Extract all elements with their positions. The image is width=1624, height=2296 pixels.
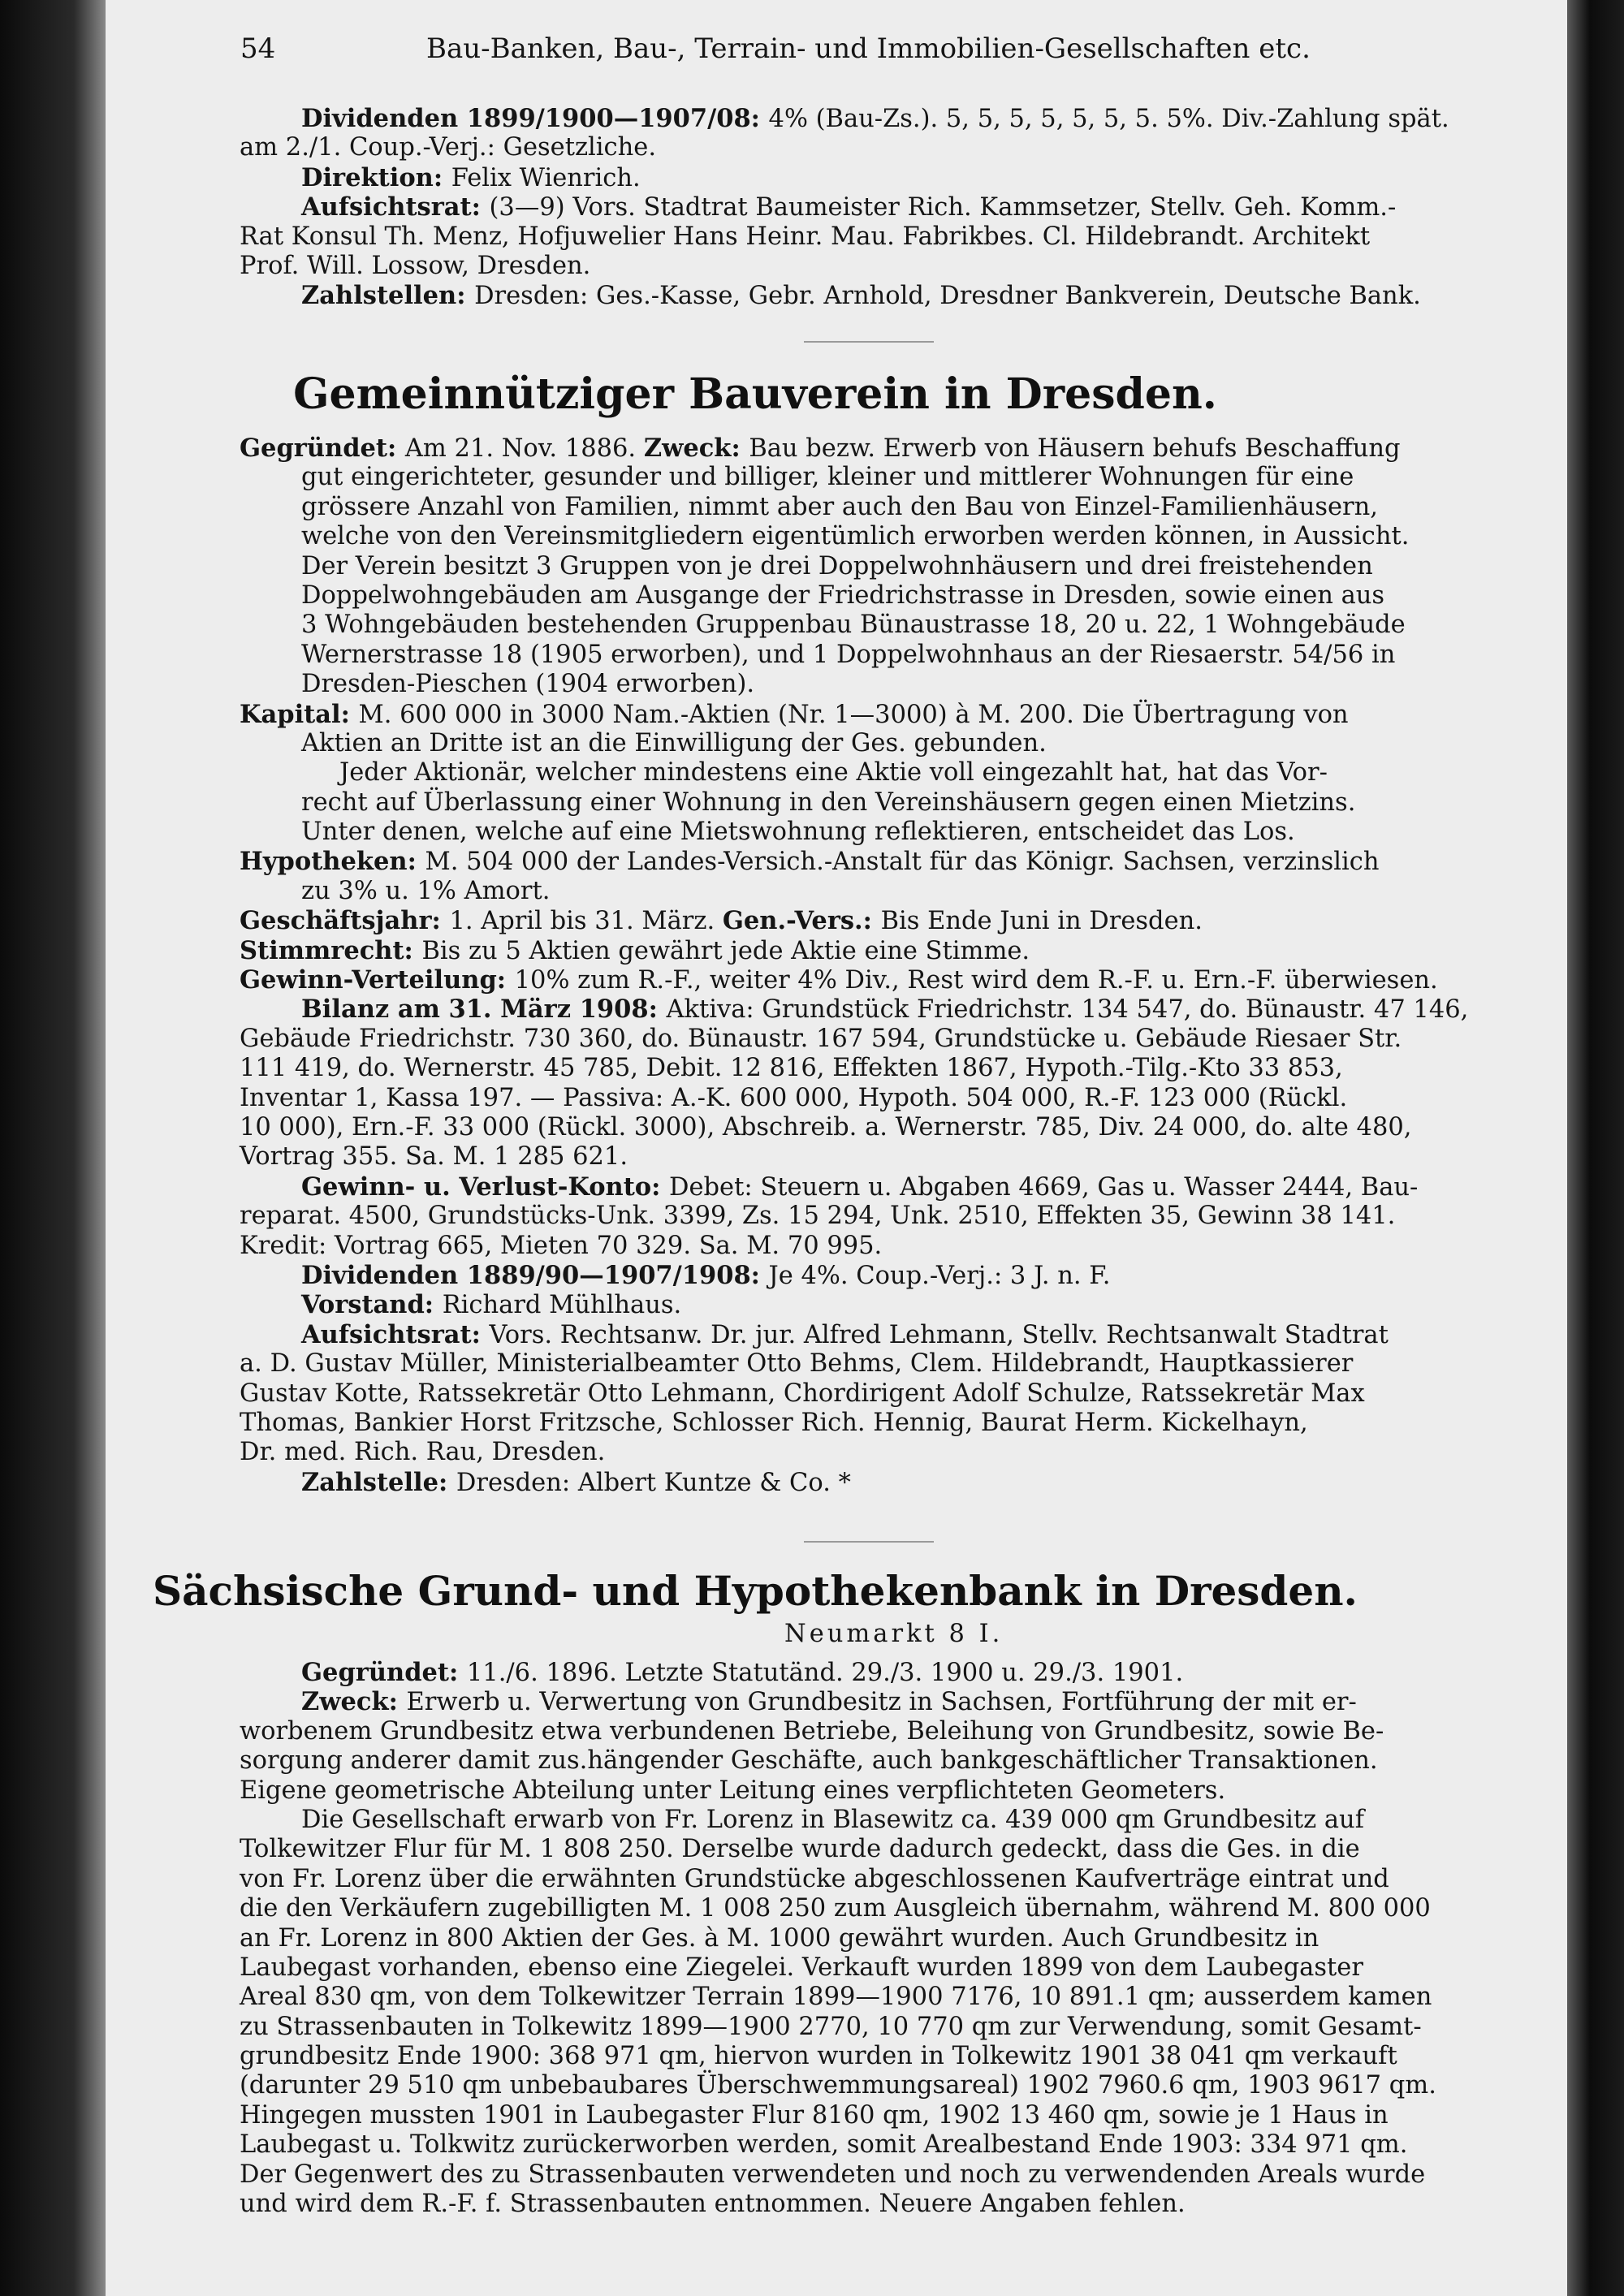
field-text: Kredit: Vortrag 665, Mieten 70 329. Sa. M. 70 995. <box>240 1231 883 1260</box>
field-text: M. 504 000 der Landes-Versich.-Anstalt für das Königr. Sachsen, verzinslich <box>425 848 1380 877</box>
text-line <box>240 1894 1436 1923</box>
text-line <box>240 788 1468 818</box>
text-line <box>240 1409 1468 1438</box>
company-address: Neumarkt 8 I. <box>784 1620 1004 1648</box>
text-line <box>240 2042 1436 2071</box>
text-line <box>240 1658 1436 1687</box>
text-line <box>240 1746 1436 1776</box>
field-label: Kapital: <box>240 699 359 729</box>
field-text: Bau bezw. Erwerb von Häusern behufs Beschaffung <box>749 434 1401 463</box>
text-line <box>240 995 1468 1024</box>
company-title: Sächsische Grund- und Hypothekenbank in Dresden. <box>153 1567 1358 1615</box>
text-line <box>240 1232 1468 1261</box>
text-line <box>240 2071 1436 2100</box>
field-text: 10 000), Ern.-F. 33 000 (Rückl. 3000), Abschreib. a. Wernerstr. 785, Div. 24 000, do. alte 480, <box>240 1112 1412 1142</box>
text-line <box>240 1776 1436 1806</box>
text-line <box>240 552 1468 581</box>
text-line <box>240 581 1468 611</box>
field-label: Zweck: <box>643 434 749 463</box>
text-line <box>240 1261 1468 1290</box>
text-line <box>240 2130 1436 2160</box>
text-line <box>240 192 1449 222</box>
text-line <box>240 2190 1436 2219</box>
field-text: grössere Anzahl von Familien, nimmt aber auch den Bau von Einzel-Familienhäusern, <box>301 492 1378 521</box>
field-text: Der Gegenwert des zu Strassenbauten verwendeten und noch zu verwendenden Areals wurde <box>240 2160 1426 2189</box>
field-label: Dividenden 1889/90—1907/1908: <box>301 1260 769 1290</box>
text-line <box>240 906 1468 935</box>
text-line <box>240 463 1468 492</box>
field-label: Aufsichtsrat: <box>301 192 490 222</box>
field-text: grundbesitz Ende 1900: 368 971 qm, hiervon wurden in Tolkewitz 1901 38 041 qm verkauft <box>240 2042 1397 2071</box>
field-text: Areal 830 qm, von dem Tolkewitzer Terrain 1899—1900 7176, 10 891.1 qm; ausserdem kamen <box>240 1983 1432 2012</box>
text-line <box>240 1953 1436 1983</box>
field-text: 1. April bis 31. März. <box>449 907 723 936</box>
field-text: Der Verein besitzt 3 Gruppen von je drei Doppelwohnhäusern und drei freistehenden <box>301 551 1373 580</box>
text-line <box>240 493 1468 522</box>
field-text: von Fr. Lorenz über die erwähnten Grundstücke abgeschlossenen Kaufverträge eintrat und <box>240 1864 1389 1893</box>
field-text: gut eingerichteter, gesunder und billiger, kleiner und mittlerer Wohnungen für eine <box>301 463 1354 492</box>
field-text: 11./6. 1896. Letzte Statutänd. 29./3. 1900 u. 29./3. 1901. <box>466 1659 1184 1687</box>
field-text: Dr. med. Rich. Rau, Dresden. <box>240 1438 606 1467</box>
running-title: Bau-Banken, Bau-, Terrain- und Immobilien-Gesellschaften etc. <box>426 32 1311 65</box>
field-text: Gustav Kotte, Ratssekretär Otto Lehmann, Chordirigent Adolf Schulze, Ratssekretär Max <box>240 1379 1365 1408</box>
field-label: Zahlstellen: <box>301 281 475 311</box>
text-line <box>240 729 1468 758</box>
field-text: worbenem Grundbesitz etwa verbundenen Betriebe, Beleihung von Grundbesitz, sowie Be- <box>240 1716 1384 1746</box>
text-line <box>240 281 1449 310</box>
page-edge-shadow <box>1567 0 1624 2296</box>
text-line <box>240 2013 1436 2042</box>
text-line <box>240 1202 1468 1231</box>
text-line <box>240 847 1468 876</box>
previous-company-entry <box>240 104 1449 311</box>
field-text: Bis zu 5 Aktien gewährt jede Aktie eine Stimme. <box>421 936 1030 965</box>
company-entry-gemeinnuetziger-bauverein <box>240 434 1468 1497</box>
field-label: Bilanz am 31. März 1908: <box>301 995 667 1025</box>
text-line <box>240 1438 1468 1467</box>
text-line <box>240 1113 1468 1142</box>
field-label: Stimmrecht: <box>240 935 422 965</box>
text-line <box>240 641 1468 670</box>
text-line <box>240 670 1468 699</box>
field-label: Gen.-Vers.: <box>722 906 881 936</box>
text-line <box>240 1054 1468 1083</box>
field-text: Laubegast u. Tolkwitz zurückerworben werden, somit Arealbestand Ende 1903: 334 971 qm. <box>240 2130 1408 2160</box>
section-divider <box>804 1541 934 1543</box>
text-line <box>240 434 1468 463</box>
field-text: am 2./1. Coup.-Verj.: Gesetzliche. <box>240 133 657 162</box>
field-text: Am 21. Nov. 1886. <box>404 434 644 463</box>
text-line <box>240 758 1468 788</box>
text-line <box>240 1025 1468 1054</box>
field-text: Dresden: Albert Kuntze & Co. * <box>456 1468 851 1497</box>
text-line <box>240 2160 1436 2190</box>
text-line <box>240 1983 1436 2012</box>
field-text: zu Strassenbauten in Tolkewitz 1899—1900 2770, 10 770 qm zur Verwendung, somit Gesamt- <box>240 2012 1422 2041</box>
field-label: Gegründet: <box>301 1658 467 1687</box>
field-text: Je 4%. Coup.-Verj.: 3 J. n. F. <box>768 1261 1111 1290</box>
field-text: Debet: Steuern u. Abgaben 4669, Gas u. Wasser 2444, Bau- <box>669 1172 1419 1202</box>
field-text: M. 600 000 in 3000 Nam.-Aktien (Nr. 1—3000) à M. 200. Die Übertragung von <box>358 700 1349 729</box>
field-label: Gewinn-Verteilung: <box>240 965 515 995</box>
field-text: 111 419, do. Wernerstr. 45 785, Debit. 12 816, Effekten 1867, Hypoth.-Tilg.-Kto 33 853, <box>240 1054 1343 1083</box>
field-text: Wernerstrasse 18 (1905 erworben), und 1 Doppelwohnhaus an der Riesaerstr. 54/56 in <box>301 640 1396 669</box>
page-number: 54 <box>240 32 276 65</box>
text-line <box>240 252 1449 281</box>
field-label: Gewinn- u. Verlust-Konto: <box>301 1172 670 1202</box>
field-label: Vorstand: <box>301 1290 443 1320</box>
field-text: Vortrag 355. Sa. M. 1 285 621. <box>240 1142 628 1172</box>
field-text: Hingegen mussten 1901 in Laubegaster Flur 8160 qm, 1902 13 460 qm, sowie je 1 Haus in <box>240 2100 1389 2130</box>
field-text: Doppelwohngebäuden am Ausgange der Friedrichstrasse in Dresden, sowie einen aus <box>301 580 1385 610</box>
field-text: 10% zum R.-F., weiter 4% Div., Rest wird dem R.-F. u. Ern.-F. überwiesen. <box>514 966 1438 995</box>
field-label: Zahlstelle: <box>301 1467 456 1497</box>
text-line <box>240 965 1468 995</box>
text-line <box>240 1468 1468 1497</box>
text-line <box>240 1806 1436 1835</box>
text-line <box>240 1865 1436 1894</box>
field-text: Jeder Aktionär, welcher mindestens eine Aktie voll eingezahlt hat, hat das Vor- <box>339 758 1328 788</box>
field-label: Dividenden 1899/1900—1907/08: <box>301 104 769 133</box>
field-text: 4% (Bau-Zs.). 5, 5, 5, 5, 5, 5, 5. 5%. Div.-Zahlung spät. <box>768 105 1449 133</box>
document-page <box>106 0 1567 2296</box>
field-text: Rat Konsul Th. Menz, Hofjuwelier Hans Heinr. Mau. Fabrikbes. Cl. Hildebrandt. Architekt <box>240 222 1371 251</box>
text-line <box>240 1717 1436 1746</box>
field-text: Dresden: Ges.-Kasse, Gebr. Arnhold, Dresdner Bankverein, Deutsche Bank. <box>474 282 1421 311</box>
text-line <box>240 104 1449 133</box>
field-text: Die Gesellschaft erwarb von Fr. Lorenz in Blasewitz ca. 439 000 qm Grundbesitz auf <box>301 1805 1364 1834</box>
text-line <box>240 222 1449 252</box>
company-entry-saechsische-grund-und-hypothekenbank <box>240 1658 1436 2219</box>
section-divider <box>804 341 934 343</box>
text-line <box>240 1142 1468 1172</box>
text-line <box>240 936 1468 965</box>
company-title: Gemeinnütziger Bauverein in Dresden. <box>293 369 1217 419</box>
field-text: Aktiva: Grundstück Friedrichstr. 134 547, do. Bünaustr. 47 146, <box>666 995 1469 1025</box>
field-text: die den Verkäufern zugebilligten M. 1 008 250 zum Ausgleich übernahm, während M. 800 000 <box>240 1894 1431 1923</box>
field-text: Erwerb u. Verwertung von Grundbesitz in Sachsen, Fortführung der mit er- <box>406 1688 1357 1717</box>
field-text: Eigene geometrische Abteilung unter Leitung eines verpflichteten Geometers. <box>240 1776 1226 1805</box>
text-line <box>240 1320 1468 1349</box>
text-line <box>240 1924 1436 1953</box>
field-text: sorgung anderer damit zus.hängender Geschäfte, auch bankgeschäftlicher Transaktionen. <box>240 1746 1378 1776</box>
text-line <box>240 1835 1436 1864</box>
text-line <box>240 1687 1436 1716</box>
text-line <box>240 1290 1468 1319</box>
field-text: Felix Wienrich. <box>451 163 641 192</box>
field-label: Direktion: <box>301 162 451 192</box>
field-label: Aufsichtsrat: <box>301 1319 490 1349</box>
field-text: Dresden-Pieschen (1904 erworben). <box>301 670 755 699</box>
field-text: Unter denen, welche auf eine Mietswohnung reflektieren, entscheidet das Los. <box>301 818 1295 847</box>
text-line <box>240 700 1468 729</box>
field-text: Inventar 1, Kassa 197. — Passiva: A.-K. 600 000, Hypoth. 504 000, R.-F. 123 000 (Rückl. <box>240 1083 1348 1112</box>
field-text: welche von den Vereinsmitgliedern eigentümlich erworben werden können, in Aussicht. <box>301 522 1410 551</box>
text-line <box>240 2101 1436 2130</box>
field-text: Bis Ende Juni in Dresden. <box>880 907 1203 936</box>
field-label: Geschäftsjahr: <box>240 906 450 936</box>
text-line <box>240 522 1468 551</box>
text-line <box>240 163 1449 192</box>
field-text: Laubegast vorhanden, ebenso eine Ziegelei. Verkauft wurden 1899 von dem Laubegaster <box>240 1953 1363 1982</box>
field-text: Gebäude Friedrichstr. 730 360, do. Bünaustr. 167 594, Grundstücke u. Gebäude Riesaer Str. <box>240 1024 1402 1053</box>
book-gutter-shadow <box>0 0 106 2296</box>
text-line <box>240 818 1468 847</box>
text-line <box>240 1349 1468 1379</box>
field-label: Hypotheken: <box>240 847 425 877</box>
field-text: Vors. Rechtsanw. Dr. jur. Alfred Lehmann, Stellv. Rechtsanwalt Stadtrat <box>489 1320 1389 1349</box>
text-line <box>240 611 1468 640</box>
field-label: Zweck: <box>301 1687 407 1717</box>
field-text: Thomas, Bankier Horst Fritzsche, Schlosser Rich. Hennig, Baurat Herm. Kickelhayn, <box>240 1408 1308 1437</box>
text-line <box>240 1379 1468 1409</box>
field-text: an Fr. Lorenz in 800 Aktien der Ges. à M. 1000 gewährt wurden. Auch Grundbesitz in <box>240 1923 1320 1953</box>
field-text: 3 Wohngebäuden bestehenden Gruppenbau Bünaustrasse 18, 20 u. 22, 1 Wohngebäude <box>301 611 1406 640</box>
field-label: Gegründet: <box>240 434 405 463</box>
field-text: Tolkewitzer Flur für M. 1 808 250. Derselbe wurde dadurch gedeckt, dass die Ges. in die <box>240 1835 1360 1864</box>
field-text: (darunter 29 510 qm unbebaubares Überschwemmungsareal) 1902 7960.6 qm, 1903 9617 qm. <box>240 2071 1436 2100</box>
field-text: zu 3% u. 1% Amort. <box>301 876 551 905</box>
field-text: reparat. 4500, Grundstücks-Unk. 3399, Zs. 15 294, Unk. 2510, Effekten 35, Gewinn 38 141. <box>240 1202 1396 1231</box>
field-text: (3—9) Vors. Stadtrat Baumeister Rich. Kammsetzer, Stellv. Geh. Komm.- <box>489 193 1397 222</box>
field-text: recht auf Überlassung einer Wohnung in den Vereinshäusern gegen einen Mietzins. <box>301 788 1356 817</box>
field-text: Prof. Will. Lossow, Dresden. <box>240 251 591 280</box>
text-line <box>240 133 1449 162</box>
text-line <box>240 1172 1468 1202</box>
text-line <box>240 877 1468 906</box>
field-text: a. D. Gustav Müller, Ministerialbeamter Otto Behms, Clem. Hildebrandt, Hauptkassierer <box>240 1349 1354 1379</box>
field-text: Richard Mühlhaus. <box>442 1291 682 1320</box>
text-line <box>240 1084 1468 1113</box>
field-text: und wird dem R.-F. f. Strassenbauten entnommen. Neuere Angaben fehlen. <box>240 2190 1186 2219</box>
field-text: Aktien an Dritte ist an die Einwilligung der Ges. gebunden. <box>301 728 1047 757</box>
